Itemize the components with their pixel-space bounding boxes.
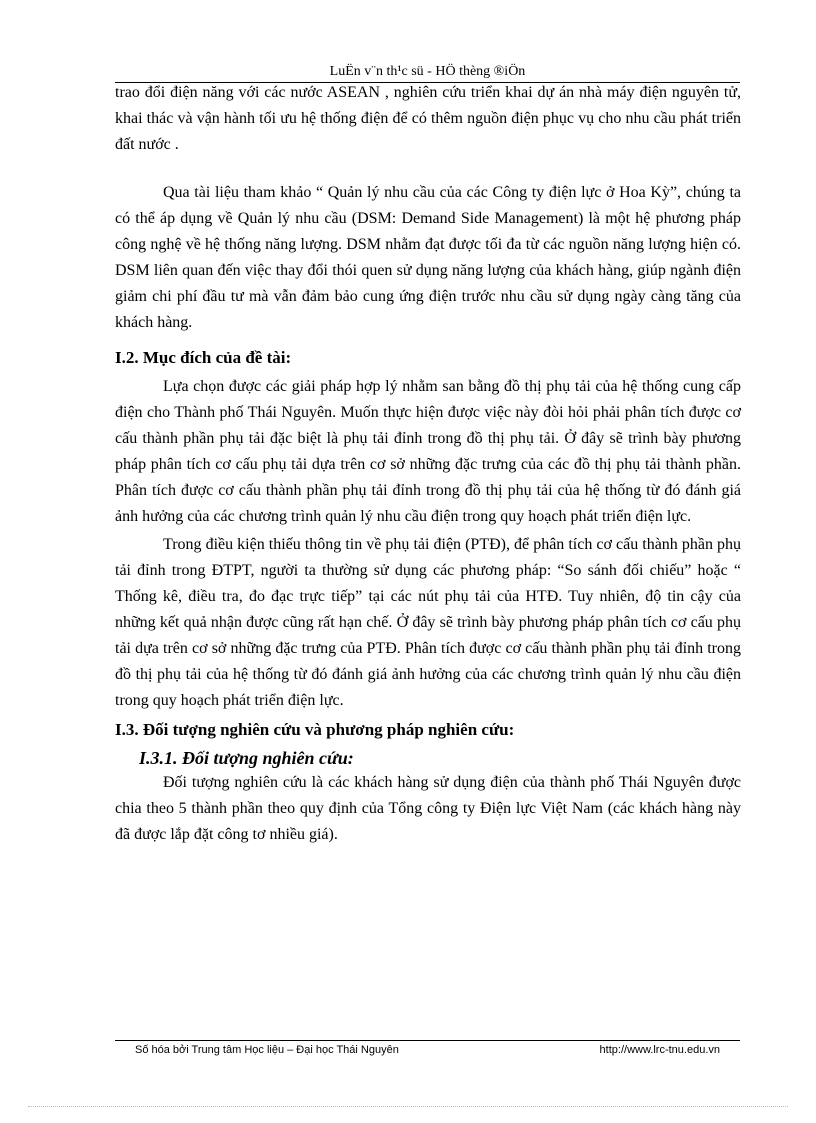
paragraph-3: Lựa chọn được các giải pháp hợp lý nhằm san bằng đồ thị phụ tải của hệ thống cung cấp điện cho Thành phố Thái Nguyên. Muốn thực hiện được việc này đòi hỏi phải phân tích được cơ cấu thành phần phụ tải đặc biệt là phụ tải đỉnh trong đồ thị phụ tải. Ở đây sẽ trình bày phương pháp phân tích cơ cấu phụ tải dựa trên cơ sở những đặc trưng của các đồ thị phụ tải thành phần. Phân tích được cơ cấu thành phần phụ tải đỉnh trong đồ thị phụ tải của hệ thống từ đó đánh giá ảnh hưởng của các chương trình quản lý nhu cầu điện trong quy hoạch phát triển điện lực. (115, 378, 741, 525)
paragraph-4: Trong điều kiện thiếu thông tin về phụ tải điện (PTĐ), để phân tích cơ cấu thành phần phụ tải đỉnh trong ĐTPT, người ta thường sử dụng các phương pháp: “So sánh đối chiếu” hoặc “ Thống kê, điều tra, đo đạc trực tiếp” tại các nút phụ tải của HTĐ. Tuy nhiên, độ tin cậy của những kết quả nhận được cũng rất hạn chế. Ở đây sẽ trình bày phương pháp phân tích cơ cấu phụ tải dựa trên cơ sở những đặc trưng của PTĐ. Phân tích được cơ cấu thành phần phụ tải đỉnh trong đồ thị phụ tải của hệ thống từ đó đánh giá ảnh hưởng của các chương trình quản lý nhu cầu điện trong quy hoạch phát triển điện lực. (115, 536, 741, 709)
paragraph-2: Qua tài liệu tham khảo “ Quản lý nhu cầu của các Công ty điện lực ở Hoa Kỳ”, chúng ta có thể áp dụng về Quản lý nhu cầu (DSM: Demand Side Management) là một hệ phương pháp công nghệ về hệ thống năng lượng. DSM nhằm đạt được tối đa từ các nguồn năng lượng hiện có. DSM liên quan đến việc thay đổi thói quen sử dụng năng lượng của khách hàng, giúp ngành điện giảm chi phí đầu tư mà vẫn đảm bảo cung ứng điện trước nhu cầu sử dụng ngày càng tăng của khách hàng. (115, 184, 741, 331)
page-footer (135, 1044, 720, 1056)
section-heading-1-2: I.2. Mục đích của đề tài: (115, 348, 292, 367)
page-body (115, 80, 741, 848)
footer-rule (115, 1040, 740, 1041)
page-edge-divider (28, 1106, 788, 1107)
paragraph-5: Đối tượng nghiên cứu là các khách hàng sử dụng điện của thành phố Thái Nguyên được chia theo 5 thành phần theo quy định của Tổng công ty Điện lực Việt Nam (các khách hàng này đã được lắp đặt công tơ nhiều giá). (115, 774, 741, 843)
subsection-heading-1-3-1: I.3.1. Đối tượng nghiên cứu: (139, 748, 354, 768)
running-header: LuËn v¨n th¹c sü - HÖ thèng ®iÖn (329, 64, 526, 79)
section-heading-1-3: I.3. Đối tượng nghiên cứu và phương pháp nghiên cứu: (115, 720, 515, 739)
footer-url: http://www.lrc-tnu.edu.vn (599, 1044, 720, 1056)
paragraph-1: trao đổi điện năng với các nước ASEAN , nghiên cứu triển khai dự án nhà máy điện nguyên tử, khai thác và vận hành tối ưu hệ thống điện để có thêm nguồn điện phục vụ cho nhu cầu phát triển đất nước . (115, 84, 741, 153)
footer-source: Số hóa bởi Trung tâm Học liệu – Đại học Thái Nguyên (135, 1044, 399, 1056)
